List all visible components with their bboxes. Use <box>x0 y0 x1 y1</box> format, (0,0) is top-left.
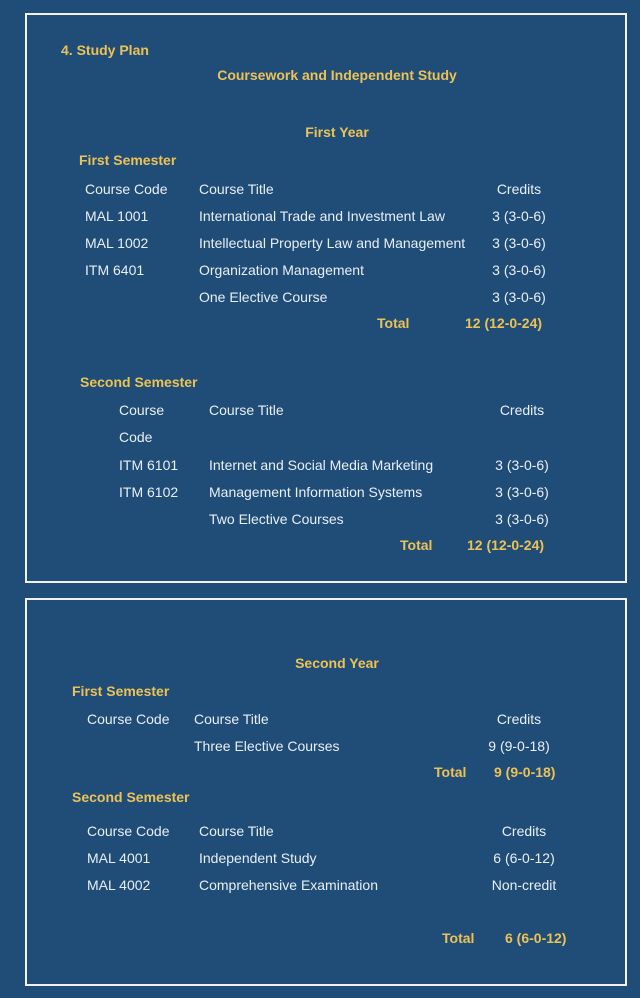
column-header-code: Course Code <box>87 822 170 839</box>
course-credits: 3 (3-0-6) <box>495 483 549 500</box>
course-code: ITM 6101 <box>119 456 179 473</box>
course-credits: 9 (9-0-18) <box>488 737 550 754</box>
course-code: MAL 1002 <box>85 234 149 251</box>
second-year-first-semester-table <box>87 705 625 786</box>
semester-heading-second: Second Semester <box>72 789 190 805</box>
course-title: Internet and Social Media Marketing <box>209 456 434 473</box>
course-code: MAL 1001 <box>85 207 149 224</box>
column-header-credits: Credits <box>499 402 545 418</box>
table-header-row <box>85 175 625 202</box>
table-row <box>85 202 625 229</box>
year-heading-first-year: First Year <box>305 124 369 140</box>
table-header-row <box>87 705 625 732</box>
table-row <box>85 283 625 310</box>
course-title: Three Elective Courses <box>194 737 340 754</box>
course-title: Independent Study <box>199 849 317 866</box>
column-header-code: Course Code <box>85 180 168 197</box>
first-year-first-semester-table <box>85 175 625 337</box>
total-label: Total <box>400 537 433 553</box>
column-header-code-line1: Course <box>119 402 165 418</box>
course-credits: 3 (3-0-6) <box>492 261 546 278</box>
table-row <box>87 871 625 898</box>
total-row <box>87 759 625 786</box>
total-row <box>119 532 625 559</box>
total-label: Total <box>377 315 410 331</box>
table-header-row <box>87 817 625 844</box>
course-code: ITM 6102 <box>119 483 179 500</box>
table-row <box>119 505 625 532</box>
semester-heading-first: First Semester <box>72 683 170 699</box>
course-code: MAL 4001 <box>87 849 151 866</box>
table-row <box>119 451 625 478</box>
course-title: One Elective Course <box>199 288 328 305</box>
column-header-title: Course Title <box>199 180 274 197</box>
table-row <box>85 256 625 283</box>
section-heading: 4. Study Plan <box>61 42 149 58</box>
table-row <box>119 478 625 505</box>
course-title: Two Elective Courses <box>209 510 344 527</box>
course-credits: 3 (3-0-6) <box>495 456 549 473</box>
column-header-code-line2: Code <box>119 429 153 445</box>
column-header-credits: Credits <box>496 710 542 727</box>
column-header-title: Course Title <box>199 822 274 839</box>
table-row <box>87 844 625 871</box>
semester-heading-second: Second Semester <box>80 374 198 390</box>
second-year-second-semester-table <box>87 817 625 952</box>
first-year-second-semester-table <box>119 397 625 559</box>
total-label: Total <box>442 930 475 946</box>
course-credits: Non-credit <box>491 876 557 893</box>
table-row <box>85 229 625 256</box>
course-credits: 3 (3-0-6) <box>495 510 549 527</box>
table-header-row <box>119 397 625 451</box>
year-heading-second-year: Second Year <box>295 655 379 671</box>
course-credits: 3 (3-0-6) <box>492 288 546 305</box>
column-header-credits: Credits <box>501 822 547 839</box>
total-value: 9 (9-0-18) <box>494 764 556 780</box>
column-header-credits: Credits <box>496 180 542 197</box>
total-value: 6 (6-0-12) <box>505 930 567 946</box>
total-row <box>87 925 625 952</box>
study-plan-panel-first-year <box>25 13 627 583</box>
column-header-title: Course Title <box>209 402 284 418</box>
table-row <box>87 732 625 759</box>
course-title: Management Information Systems <box>209 483 423 500</box>
program-subtitle: Coursework and Independent Study <box>217 67 457 83</box>
course-code: ITM 6401 <box>85 261 145 278</box>
course-credits: 3 (3-0-6) <box>492 234 546 251</box>
column-header-title: Course Title <box>194 710 269 727</box>
total-label: Total <box>434 764 467 780</box>
total-value: 12 (12-0-24) <box>467 537 545 553</box>
course-title: Organization Management <box>199 261 364 278</box>
total-row <box>85 310 625 337</box>
course-title: Intellectual Property Law and Management <box>199 234 466 251</box>
course-title: Comprehensive Examination <box>199 876 378 893</box>
course-credits: 6 (6-0-12) <box>493 849 555 866</box>
total-value: 12 (12-0-24) <box>465 315 543 331</box>
semester-heading-first: First Semester <box>79 152 177 168</box>
column-header-code: Course Code <box>87 710 170 727</box>
study-plan-panel-second-year <box>25 598 627 986</box>
course-credits: 3 (3-0-6) <box>492 207 546 224</box>
course-title: International Trade and Investment Law <box>199 207 445 224</box>
spacer-row <box>87 898 625 925</box>
column-header-code <box>119 397 209 451</box>
course-code: MAL 4002 <box>87 876 151 893</box>
